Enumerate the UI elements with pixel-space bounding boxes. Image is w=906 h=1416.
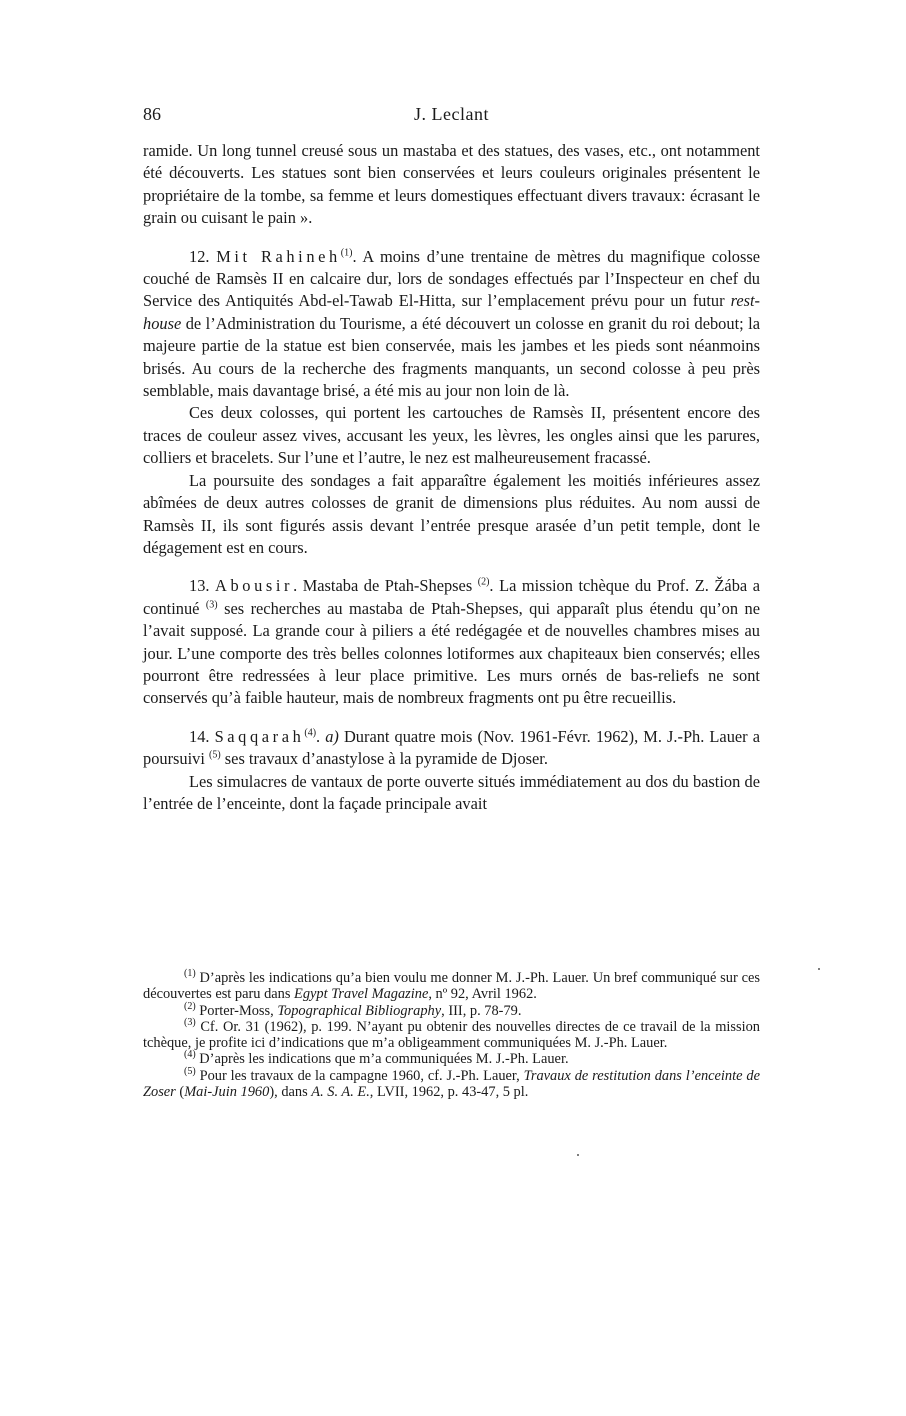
footnote-5 (143, 1065, 760, 1101)
footnote-number: (1) (184, 968, 196, 980)
note-reference: (3) (205, 599, 218, 611)
italic-title: Egypt Travel Magazine (294, 986, 429, 1003)
footnote-3 (143, 1019, 760, 1052)
running-head: J. Leclant (414, 104, 489, 124)
text-run: ), dans (269, 1084, 312, 1101)
section-number: 14. (189, 726, 210, 746)
section-number: 12. (189, 246, 210, 266)
note-reference: (1) (340, 247, 353, 259)
section-14-paragraph (143, 726, 760, 771)
place-name: Saqqarah (214, 726, 305, 746)
text-run: Pour les travaux de la campagne 1960, cf. J.-Ph. Lauer, (195, 1067, 524, 1084)
text-run: D’après les indications qu’a bien voulu me donner M. J.-Ph. Lauer. Un bref communiqué sur ces découvertes est paru dans (143, 970, 760, 1003)
place-name: Abousir (215, 576, 294, 596)
body-text (143, 140, 760, 815)
text-run: Durant quatre mois (Nov. 1961-Févr. 1962), M. J.-Ph. Lauer a poursuivi (143, 726, 760, 769)
italic-date: Mai-Juin 1960 (184, 1084, 270, 1101)
page-number: 86 (143, 104, 161, 124)
text-run: ses travaux d’anastylose à la pyramide de Djoser. (220, 749, 548, 769)
section-13-paragraph (143, 575, 760, 709)
text-run: Porter-Moss, (195, 1002, 278, 1019)
note-reference: (4) (304, 727, 317, 739)
scan-speck (818, 968, 820, 970)
text-run: , III, p. 78-79. (441, 1002, 522, 1019)
item-letter: a) (325, 726, 339, 746)
text-run: . (316, 726, 326, 746)
footnote-1 (143, 970, 760, 1003)
text-run: Cf. Or. 31 (1962), p. 199. N’ayant pu obtenir des nouvelles directes de ce travail de la mission tchèque, je profite ici d’indications que m’a obligeamment communiquées M. J.-Ph. Lauer. (143, 1018, 760, 1052)
footnote-2 (143, 1000, 760, 1019)
text-run: ( (175, 1084, 185, 1101)
text-run: de l’Administration du Tourisme, a été découvert un colosse en granit du roi debout; la majeure partie de la statue est bien conservée, mais les jambes et les pieds sont néanmoins brisés. Au cours de la recherche des fragments manquants, un second colosse à peu près semblable, mais davantage brisé, a été mis au jour non loin de là. (143, 313, 760, 401)
italic-title: Topographical Bibliography (277, 1002, 442, 1019)
note-reference: (5) (209, 749, 221, 761)
footnote-number: (5) (184, 1065, 196, 1077)
page-header (143, 104, 760, 128)
paragraph-continuation: ramide. Un long tunnel creusé sous un mastaba et des statues, des vases, etc., ont notamment été découverts. Les statues sont bien conservées et leurs couleurs originales présentent le propriétaire de la tombe, sa femme et leurs domestiques effectuant divers travaux: écrasant le grain ou cuisant le pain ». (143, 141, 760, 228)
place-name: Mit Rahineh (216, 246, 341, 266)
footnote-number: (2) (184, 1000, 196, 1012)
text-run: . A moins d’une trentaine de mètres du magnifique colosse couché de Ramsès II en calcaire dur, lors de sondages effectués par l’Inspecteur en chef du Service des Antiquités Abd-el-Tawab El-Hitta, sur l’emplacement prévu pour un futur (143, 246, 760, 311)
footnote-number: (4) (184, 1049, 196, 1061)
text-run: . Mastaba de Ptah-Shepses (293, 576, 478, 596)
footnote-number: (3) (184, 1017, 196, 1029)
italic-journal: A. S. A. E. (311, 1084, 370, 1101)
text-run: . La mission tchèque du Prof. Z. Žába a continué (143, 576, 760, 618)
section-12-paragraph (143, 246, 760, 403)
paragraph-colosses: Ces deux colosses, qui portent les cartouches de Ramsès II, présentent encore des traces de couleur assez vives, accusant les yeux, les lèvres, les ongles ainsi que les parures, colliers et bracelets. Sur l’une et l’autre, le nez est malheureusement fracassé. (143, 403, 760, 468)
italic-term: rest-house (143, 291, 760, 333)
paragraph-sondages: La poursuite des sondages a fait apparaître également les moitiés inférieures assez abîmées de deux autres colosses de granit de dimensions plus réduites. Au nom aussi de Ramsès II, ils sont figurés assis devant l’entrée presque arasée d’un petit temple, dont le dégagement est en cours. (143, 470, 760, 557)
paragraph-simulacres: Les simulacres de vantaux de porte ouverte situés immédiatement au dos du bastion de l’entrée de l’enceinte, dont la façade principale avait (143, 771, 760, 813)
scan-speck (577, 1154, 579, 1156)
footnotes (143, 970, 760, 1100)
text-run: , LVII, 1962, p. 43-47, 5 pl. (369, 1084, 529, 1101)
italic-title: Travaux de restitution dans l’enceinte de Zoser (143, 1067, 760, 1101)
text-run: D’après les indications que m’a communiquées M. J.-Ph. Lauer. (195, 1051, 569, 1068)
text-run: , nº 92, Avril 1962. (428, 986, 537, 1003)
section-number: 13. (189, 576, 210, 596)
note-reference: (2) (477, 576, 490, 588)
text-run: ses recherches au mastaba de Ptah-Shepses, qui apparaît plus étendu qu’on ne l’avait supposé. La grande cour à piliers a été redégagée et de nouvelles chambres mises au jour. L’une comporte des très belles colonnes lotiformes aux chapiteaux bien conservés; elles pourront être redressées à leur place primitive. Les murs ornés de bas-reliefs ne sont conservés qu’à faible hauteur, mais de nombreux fragments ont pu être recueillis. (143, 598, 760, 708)
footnote-4 (143, 1051, 760, 1067)
